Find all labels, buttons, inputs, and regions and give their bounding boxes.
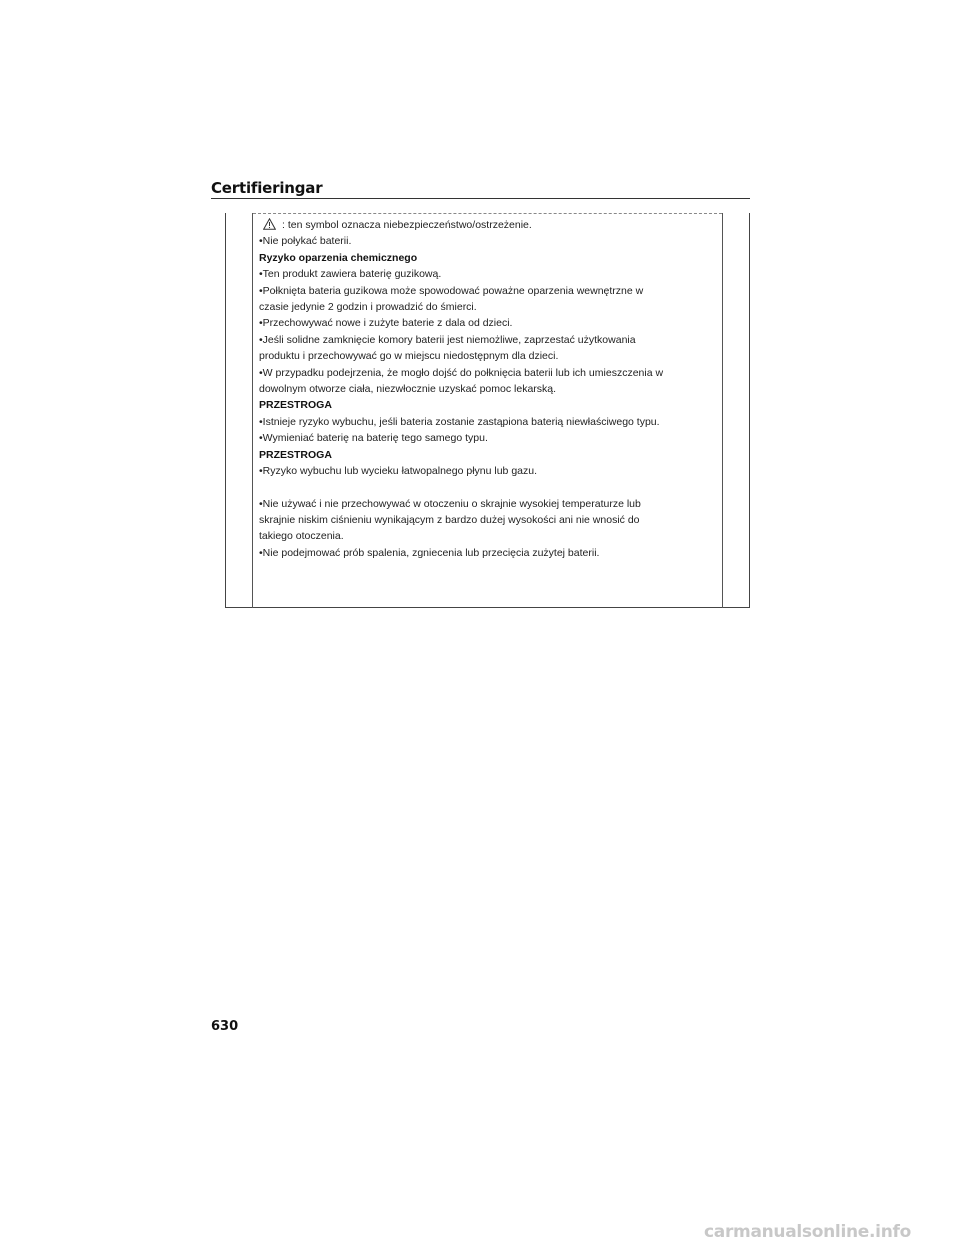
text-line: •Jeśli solidne zamknięcie komory baterii jest niemożliwe, zaprzestać użytkowania [259,333,636,346]
text-line: •Połknięta bateria guzikowa może spowodować poważne oparzenia wewnętrzne w [259,284,644,297]
text-line: produktu i przechowywać go w miejscu niedostępnym dla dzieci. [259,350,559,363]
text-line: •Przechowywać nowe i zużyte baterie z dala od dzieci. [259,317,513,330]
text-line: •Ryzyko wybuchu lub wycieku łatwopalnego płynu lub gazu. [259,465,537,478]
page-number: 630 [211,1019,239,1034]
warning-text-block [259,217,719,561]
subheading: Ryzyko oparzenia chemicznego [259,251,418,264]
section-title: Certifieringar [211,179,323,197]
caution-heading: PRZESTROGA [259,399,332,412]
text-line: •Nie używać i nie przechowywać w otoczeniu o skrajnie wysokiej temperaturze lub [259,497,641,510]
text-line: czasie jedynie 2 godzin i prowadzić do śmierci. [259,301,477,314]
text-line: dowolnym otworze ciała, niezwłocznie uzyskać pomoc lekarską. [259,383,557,396]
caution-heading: PRZESTROGA [259,448,332,461]
text-line: •Ten produkt zawiera baterię guzikową. [259,268,442,281]
text-line: skrajnie niskim ciśnieniu wynikającym z bardzo dużej wysokości ani nie wnosić do [259,513,640,526]
warning-symbol-line [259,217,719,233]
watermark: carmanualsonline.info [704,1222,911,1242]
text-line: •Wymieniać baterię na baterię tego samego typu. [259,432,488,445]
text-line: •Istnieje ryzyko wybuchu, jeśli bateria zostanie zastąpiona baterią niewłaściwego typu. [259,415,660,428]
text-line: •Nie podejmować prób spalenia, zgniecenia lub przecięcia zużytej baterii. [259,546,600,559]
warning-top-dashed-rule [253,213,722,214]
warning-triangle-icon [263,218,276,230]
text-line: •W przypadku podejrzenia, że mogło dojść do połknięcia baterii lub ich umieszczenia w [259,366,664,379]
text-line: •Nie połykać baterii. [259,235,352,248]
warning-symbol-text: : ten symbol oznacza niebezpieczeństwo/ostrzeżenie. [282,219,532,231]
text-line: takiego otoczenia. [259,530,344,543]
title-divider [211,198,750,199]
